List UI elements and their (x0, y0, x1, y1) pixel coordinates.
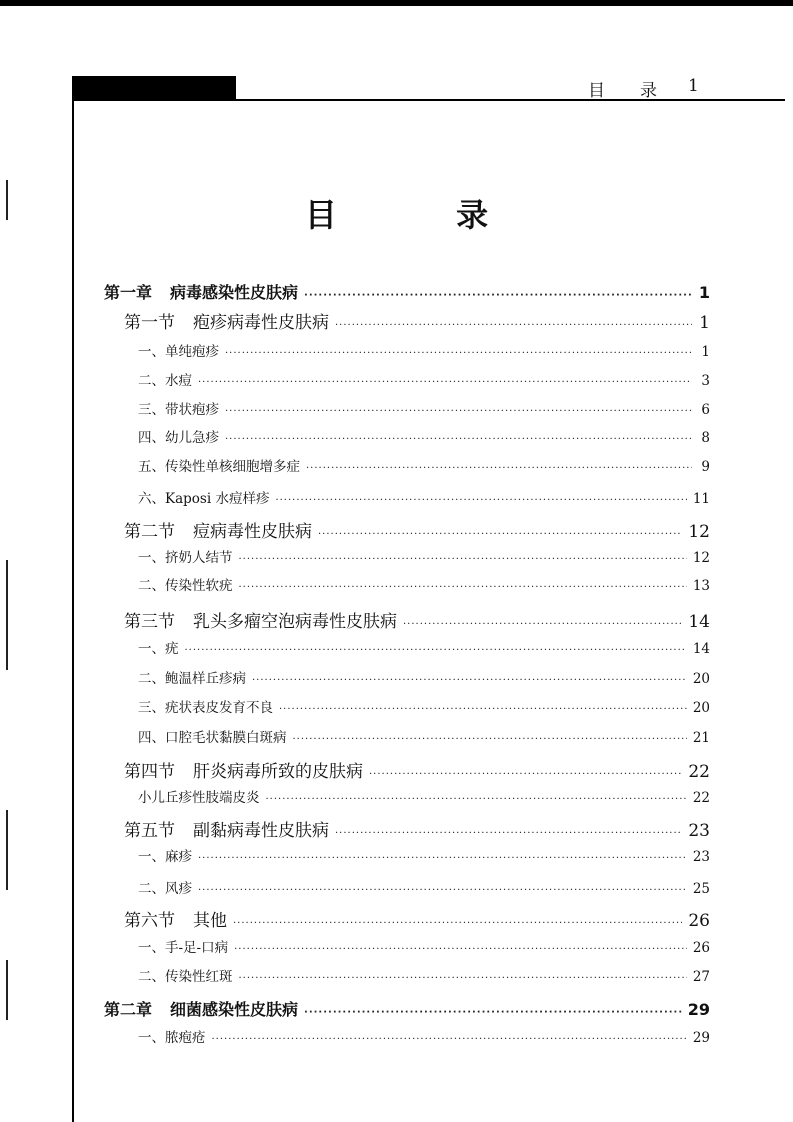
toc-entry-item[interactable] (138, 1026, 710, 1046)
dot-leader (225, 406, 692, 417)
toc-entry-page: 8 (701, 430, 710, 446)
dot-leader (335, 320, 692, 331)
toc-entry-label (138, 340, 219, 360)
toc-entry-label (138, 726, 287, 746)
toc-entry-page: 1 (699, 313, 710, 333)
dot-leader (225, 348, 692, 359)
scan-top-border (0, 0, 793, 6)
toc-entry-page: 23 (688, 821, 710, 841)
toc-entry-title: 一、麻疹 (138, 849, 192, 865)
toc-entry-item[interactable] (138, 398, 710, 418)
toc-entry-item[interactable] (138, 877, 710, 897)
toc-entry-chapter[interactable] (104, 280, 710, 303)
toc-entry-item[interactable] (138, 426, 710, 446)
toc-entry-page: 26 (688, 911, 710, 931)
toc-entry-label (138, 574, 233, 594)
header-black-block (72, 76, 236, 100)
dot-leader (335, 828, 682, 839)
toc-entry-page: 20 (692, 700, 710, 716)
toc-entry-title: 副黏病毒性皮肤病 (193, 821, 329, 841)
toc-entry-label (138, 487, 269, 507)
running-title-char: 目 (588, 81, 605, 101)
scan-edge-mark (6, 560, 8, 670)
toc-entry-label (138, 786, 260, 806)
dot-leader (304, 1007, 682, 1018)
toc-entry-section[interactable] (124, 607, 710, 632)
toc-entry-label (138, 369, 192, 389)
dot-leader (403, 619, 682, 630)
toc-entry-number: 第三节 (124, 612, 175, 632)
toc-entry-page: 23 (692, 849, 710, 865)
toc-entry-item[interactable] (138, 786, 710, 806)
toc-entry-item[interactable] (138, 546, 710, 566)
toc-entry-page: 12 (688, 522, 710, 542)
toc-entry-number: 第二节 (124, 522, 175, 542)
toc-entry-number: 第一节 (124, 313, 175, 333)
toc-entry-title: 一、手-足-口病 (138, 940, 229, 956)
toc-entry-title: 二、风疹 (138, 881, 192, 897)
toc-entry-title: 病毒感染性皮肤病 (170, 283, 299, 302)
toc-entry-label (138, 546, 233, 566)
toc-entry-number: 第六节 (124, 911, 175, 931)
toc-entry-title: 一、脓疱疮 (138, 1030, 206, 1046)
toc-entry-label (138, 667, 246, 687)
toc-entry-page: 26 (692, 940, 710, 956)
dot-leader (239, 973, 687, 984)
toc-entry-page: 29 (687, 1000, 710, 1019)
toc-entry-page: 27 (692, 969, 710, 985)
toc-entry-label (138, 877, 192, 897)
toc-entry-section[interactable] (124, 517, 710, 542)
scan-edge-mark (6, 810, 8, 890)
dot-leader (198, 377, 692, 388)
toc-entry-page: 1 (701, 344, 710, 360)
scan-edge-mark (6, 960, 8, 1020)
toc-entry-label (104, 997, 298, 1020)
toc-entry-item[interactable] (138, 845, 710, 865)
toc-entry-title: 二、水痘 (138, 373, 192, 389)
toc-entry-label (138, 455, 300, 475)
toc-entry-label (124, 906, 227, 931)
toc-entry-page: 9 (701, 459, 710, 475)
toc-entry-page: 22 (688, 762, 710, 782)
toc-entry-label (138, 696, 273, 716)
dot-leader (225, 434, 692, 445)
toc-entry-page: 21 (692, 730, 710, 746)
page-title: 目 录 (304, 196, 543, 234)
toc-entry-number: 第一章 (104, 283, 153, 302)
toc-entry-item[interactable] (138, 667, 710, 687)
toc-entry-page: 12 (692, 550, 710, 566)
toc-entry-label (138, 965, 233, 985)
toc-entry-section[interactable] (124, 757, 710, 782)
toc-entry-item[interactable] (138, 637, 710, 657)
toc-entry-title: 一、挤奶人结节 (138, 550, 233, 566)
dot-leader (233, 918, 682, 929)
toc-entry-title: 三、疣状表皮发育不良 (138, 700, 273, 716)
toc-entry-item[interactable] (138, 726, 710, 746)
toc-entry-page: 25 (692, 881, 710, 897)
dot-leader (239, 582, 687, 593)
toc-entry-label (124, 816, 329, 841)
toc-entry-section[interactable] (124, 906, 710, 931)
dot-leader (239, 554, 687, 565)
dot-leader (252, 675, 687, 686)
toc-entry-title: 四、幼儿急疹 (138, 430, 219, 446)
toc-entry-label (124, 757, 363, 782)
toc-entry-title: 二、传染性软疣 (138, 578, 233, 594)
toc-entry-item[interactable] (138, 340, 710, 360)
toc-entry-title: 四、口腔毛状黏膜白斑病 (138, 730, 287, 746)
toc-entry-title: 三、带状疱疹 (138, 402, 219, 418)
toc-entry-title: 二、鲍温样丘疹病 (138, 671, 246, 687)
toc-entry-item[interactable] (138, 696, 710, 716)
dot-leader (318, 529, 682, 540)
toc-entry-title: 疱疹病毒性皮肤病 (193, 313, 329, 333)
toc-entry-title: 其他 (193, 911, 227, 931)
toc-entry-number: 第二章 (104, 1000, 153, 1019)
toc-entry-page: 6 (701, 402, 710, 418)
dot-leader (304, 290, 692, 301)
toc-entry-label (138, 637, 179, 657)
left-margin-rule (72, 100, 74, 1122)
toc-entry-label (124, 308, 329, 333)
toc-entry-label (124, 607, 397, 632)
toc-entry-number: 第四节 (124, 762, 175, 782)
dot-leader (279, 704, 687, 715)
toc-entry-title: 小儿丘疹性肢端皮炎 (138, 790, 260, 806)
toc-entry-item[interactable] (138, 936, 710, 956)
dot-leader (293, 734, 687, 745)
toc-entry-title: 六、Kaposi 水痘样疹 (138, 491, 270, 507)
running-title-char: 录 (640, 81, 657, 101)
toc-entry-page: 22 (692, 790, 710, 806)
toc-entry-title: 一、单纯疱疹 (138, 344, 219, 360)
toc-entry-item[interactable] (138, 574, 710, 594)
toc-entry-page: 13 (692, 578, 710, 594)
toc-entry-title: 五、传染性单核细胞增多症 (138, 459, 300, 475)
toc-entry-page: 11 (692, 491, 710, 507)
toc-entry-item[interactable] (138, 369, 710, 389)
toc-entry-section[interactable] (124, 816, 710, 841)
toc-entry-title: 细菌感染性皮肤病 (170, 1000, 299, 1019)
toc-entry-label (104, 280, 298, 303)
toc-entry-title: 二、传染性红斑 (138, 969, 233, 985)
toc-entry-label (138, 936, 228, 956)
toc-entry-label (138, 398, 219, 418)
page-number: 1 (688, 76, 699, 96)
toc-entry-chapter[interactable] (104, 997, 710, 1020)
dot-leader (266, 794, 687, 805)
toc-entry-item[interactable] (138, 487, 710, 507)
toc-entry-title: 肝炎病毒所致的皮肤病 (193, 762, 363, 782)
toc-entry-page: 1 (698, 283, 710, 302)
toc-entry-number: 第五节 (124, 821, 175, 841)
toc-entry-item[interactable] (138, 965, 710, 985)
dot-leader (212, 1034, 687, 1045)
toc-entry-page: 29 (692, 1030, 710, 1046)
dot-leader (275, 495, 686, 506)
dot-leader (185, 645, 687, 656)
toc-entry-page: 14 (688, 612, 710, 632)
toc-entry-page: 3 (701, 373, 710, 389)
dot-leader (198, 885, 687, 896)
toc-entry-section[interactable] (124, 308, 710, 333)
toc-entry-page: 20 (692, 671, 710, 687)
toc-entry-item[interactable] (138, 455, 710, 475)
toc-entry-title: 乳头多瘤空泡病毒性皮肤病 (193, 612, 397, 632)
toc-entry-label (138, 1026, 206, 1046)
running-header (588, 76, 699, 101)
dot-leader (306, 463, 692, 474)
toc-entry-title: 一、疣 (138, 641, 179, 657)
toc-entry-label (138, 426, 219, 446)
dot-leader (234, 944, 687, 955)
toc-entry-title: 痘病毒性皮肤病 (193, 522, 312, 542)
toc-entry-label (138, 845, 192, 865)
dot-leader (198, 853, 687, 864)
toc-entry-label (124, 517, 312, 542)
dot-leader (369, 769, 682, 780)
toc-entry-page: 14 (692, 641, 710, 657)
